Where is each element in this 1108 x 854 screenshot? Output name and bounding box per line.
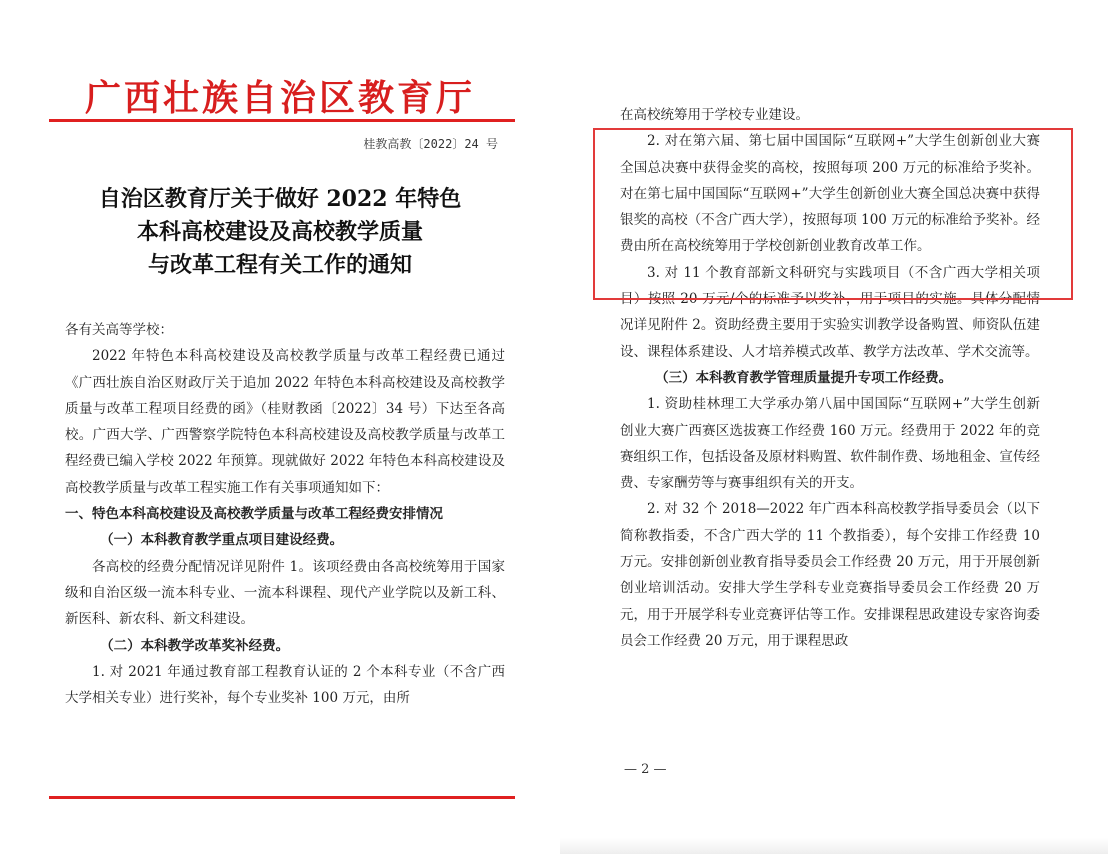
- continued-paragraph: 在高校统筹用于学校专业建设。: [620, 107, 809, 123]
- left-body-text: [65, 317, 505, 711]
- red-highlight-box: [593, 128, 1073, 300]
- red-footer-rule: [49, 796, 515, 799]
- subsection-heading-3: （三）本科教育教学管理质量提升专项工作经费。: [655, 369, 953, 386]
- salutation: 各有关高等学校：: [65, 322, 173, 338]
- intro-paragraph: 2022 年特色本科高校建设及高校教学质量与改革工程经费已通过《广西壮族自治区财政厅关于追加 2022 年特色本科高校建设及高校教学质量与改革工程项目经费的函》（桂财教函〔2022〕34 号）下达至各高校。广西大学、广西警察学院特色本科高校建设及高校教学质量与改革工程经费已编入学校 2022 年预算。现就做好 2022 年特色本科高校建设及高校教学质量与改革工程实施工作有关事项通知如下：: [65, 348, 505, 496]
- subsection-heading-2: （二）本科教学改革奖补经费。: [100, 637, 290, 654]
- title-line-2: 本科高校建设及高校教学质量: [136, 219, 423, 245]
- section-heading-1: 一、特色本科高校建设及高校教学质量与改革工程经费安排情况: [65, 506, 443, 523]
- issuer-red-header: 广西壮族自治区教育厅: [84, 77, 475, 119]
- paragraph-item-4: 1. 资助桂林理工大学承办第八届中国国际“互联网+”大学生创新创业大赛广西赛区选拔赛工作经费 160 万元。经费用于 2022 年的竞赛组织工作，包括设备及原材料购置、软件制作费、场地租金、宣传经费、专家酬劳等与赛事组织有关的开支。: [620, 396, 1040, 492]
- subsection-heading-1: （一）本科教育教学重点项目建设经费。: [100, 532, 344, 549]
- highlighted-item-2: 2. 对在第六届、第七届中国国际“互联网+”大学生创新创业大赛全国总决赛中获得金奖的高校，按照每项 200 万元的标准给予奖补。对在第七届中国国际“互联网+”大学生创新创业大赛全国总决赛中获得银奖的高校（不含广西大学），按照每项 100 万元的标准给予奖补。经费由所在高校统筹用于学校创新创业教育改革工作。: [620, 133, 1040, 255]
- title-line-3: 与改革工程有关工作的通知: [147, 252, 412, 278]
- right-page: [560, 0, 1108, 854]
- red-header-rule: [49, 119, 515, 122]
- document-number: 桂教高教〔2022〕24 号: [363, 137, 498, 151]
- paragraph-item-5: 2. 对 32 个 2018—2022 年广西本科高校教学指导委员会（以下简称教指委，不含广西大学的 11 个教指委），每个安排工作经费 10 万元。安排创新创业教育指导委员会工作经费 20 万元，用于开展创新创业培训活动。安排大学生学科专业竞赛指导委员会工作经费 20 万元，用于开展学科专业竞赛评估等工作。安排课程思政建设专家咨询委员会工作经费 20 万元，用于课程思政: [620, 501, 1040, 649]
- title-line-1: 自治区教育厅关于做好 2022 年特色: [98, 186, 462, 212]
- page-edge-shadow: [560, 838, 1108, 854]
- page-number: — 2 —: [624, 762, 667, 777]
- document-title: [60, 183, 500, 282]
- paragraph-item-1: 1. 对 2021 年通过教育部工程教育认证的 2 个本科专业（不含广西大学相关专业）进行奖补，每个专业奖补 100 万元，由所: [65, 663, 505, 707]
- paragraph-key-projects: 各高校的经费分配情况详见附件 1。该项经费由各高校统筹用于国家级和自治区级一流本科专业、一流本科课程、现代产业学院以及新工科、新医科、新农科、新文科建设。: [65, 558, 505, 628]
- left-page: [0, 0, 545, 854]
- paragraph-item-3: 3. 对 11 个教育部新文科研究与实践项目（不含广西大学相关项目）按照 20 万元/个的标准予以奖补，用于项目的实施。具体分配情况详见附件 2。资助经费主要用于实验实训教学设备购置、师资队伍建设、课程体系建设、人才培养模式改革、教学方法改革、学术交流等。: [620, 264, 1040, 360]
